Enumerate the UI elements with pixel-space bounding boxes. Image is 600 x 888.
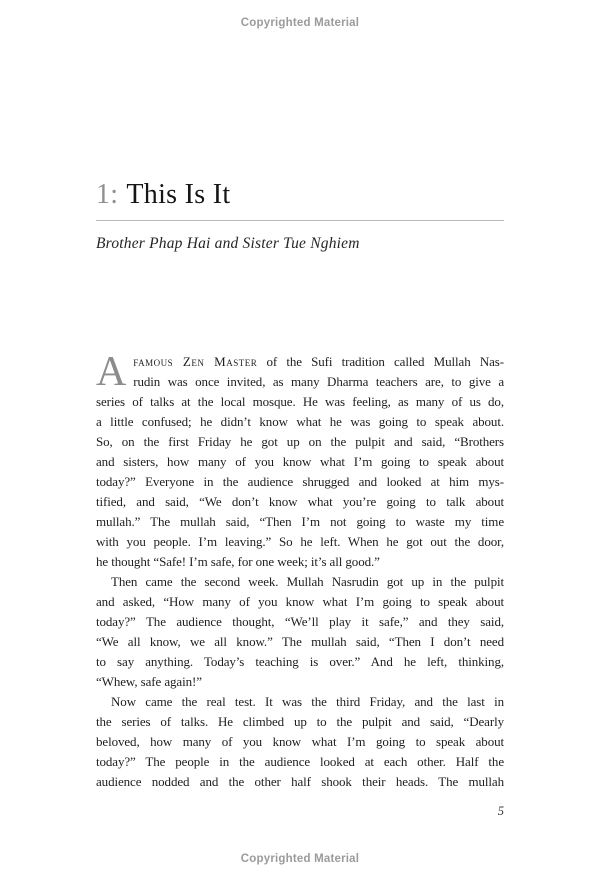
text-line: to say anything. Today’s teaching is over.” And he left, thinking,	[96, 654, 504, 669]
text-line: and asked, “How many of you know what I’m going to speak about	[96, 594, 504, 609]
text-line: rudin was once invited, as many Dharma teachers are, to give a	[133, 374, 504, 389]
text-line: Now came the real test. It was the third Friday, and the last in	[111, 694, 504, 709]
text-line: and sisters, how many of you know what I’m going to speak about	[96, 454, 504, 469]
text-line: mullah.” The mullah said, “Then I’m not going to waste my time	[96, 514, 504, 529]
copyright-notice-top: Copyrighted Material	[240, 17, 360, 29]
text-line: with you people. I’m leaving.” So he left. When he got out the door,	[96, 534, 504, 549]
text-line: audience nodded and the other half shook their heads. The mullah	[96, 774, 504, 789]
drop-cap: A	[96, 349, 127, 395]
text-line: tified, and said, “We don’t know what you’re going to talk about	[96, 494, 504, 509]
chapter-authors: Brother Phap Hai and Sister Tue Nghiem	[96, 235, 360, 252]
text-line: a little confused; he didn’t know what he was going to speak about.	[96, 414, 504, 429]
text-line: “We all know, we all know.” The mullah said, “Then I don’t need	[96, 634, 504, 649]
text-line: So, on the first Friday he got up on the pulpit and said, “Brothers	[96, 434, 504, 449]
chapter-title: This Is It	[126, 179, 231, 210]
text-line: beloved, how many of you know what I’m going to speak about	[96, 734, 504, 749]
chapter-title-line	[96, 180, 504, 210]
chapter-number: 1:	[96, 179, 119, 210]
text-line: today?” The people in the audience looked at each other. Half the	[96, 754, 504, 769]
small-caps-lead: famous Zen Master	[133, 354, 258, 369]
text-line: the series of talks. He climbed up to the pulpit and said, “Dearly	[96, 714, 504, 729]
paragraph	[96, 692, 504, 792]
chapter-header	[96, 180, 504, 253]
text-line: today?” The audience thought, “We’ll play it safe,” and they said,	[96, 614, 504, 629]
heading-divider	[96, 220, 504, 221]
text-line: he thought “Safe! I’m safe, for one week; it’s all good.”	[96, 554, 380, 569]
text-line: “Whew, safe again!”	[96, 674, 202, 689]
body-text	[96, 349, 504, 792]
paragraph	[96, 572, 504, 692]
paragraph	[96, 349, 504, 572]
text-line: series of talks at the local mosque. He was feeling, as many of us do,	[96, 394, 504, 409]
text-line: famous Zen Master of the Sufi tradition called Mullah Nas-	[133, 354, 504, 369]
copyright-notice-bottom: Copyrighted Material	[240, 853, 360, 865]
page-number: 5	[497, 804, 504, 818]
text-line: Then came the second week. Mullah Nasrudin got up in the pulpit	[111, 574, 504, 589]
text-line: today?” Everyone in the audience shrugged and looked at him mys-	[96, 474, 504, 489]
